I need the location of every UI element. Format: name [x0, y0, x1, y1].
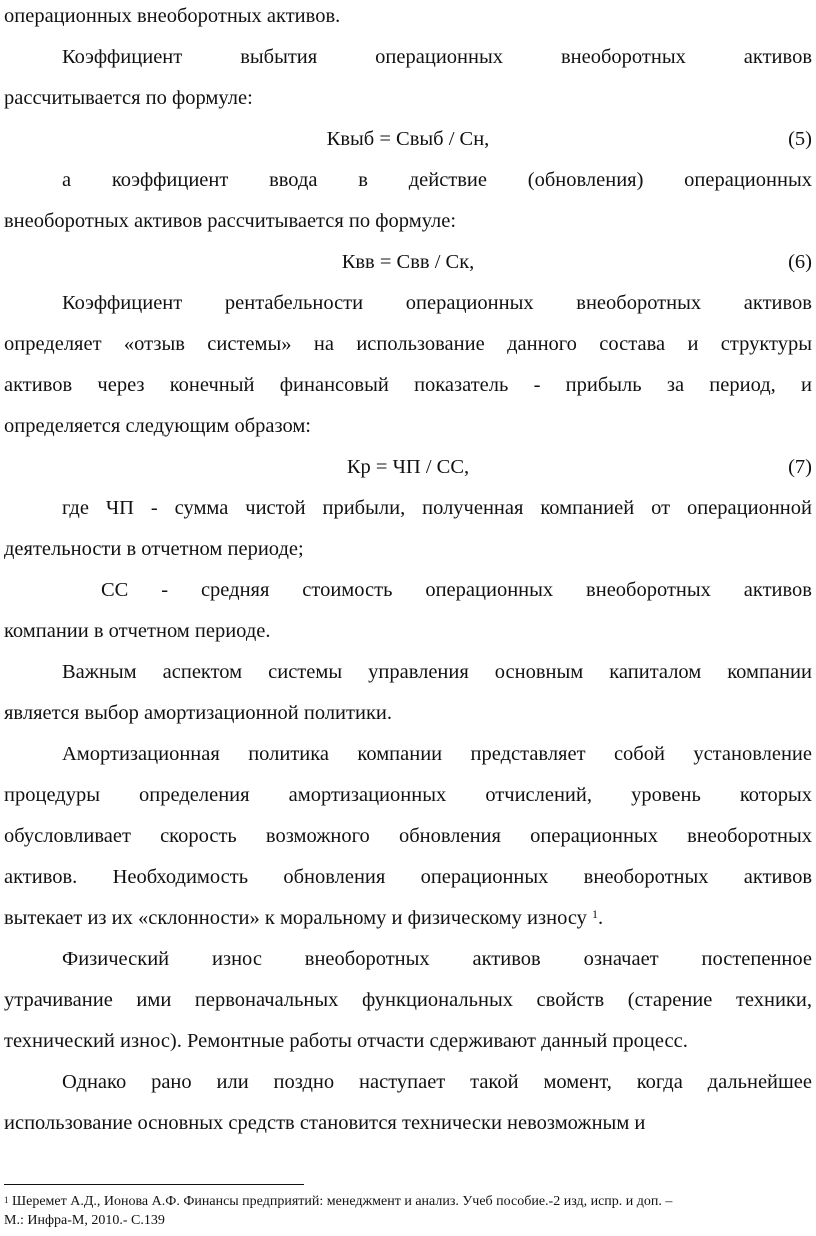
text-line: компании в отчетном периоде. — [4, 620, 271, 642]
text-line: обусловливает скорость возможного обновления операционных внеоборотных — [4, 825, 812, 847]
footnote-continuation: М.: Инфра-М, 2010.- С.139 — [4, 1213, 165, 1228]
text-line: определяет «отзыв системы» на использование данного состава и структуры — [4, 333, 812, 355]
footnote-text: Шеремет А.Д., Ионова А.Ф. Финансы предприятий: менеджмент и анализ. Учеб пособие.-2 изд, испр. и доп. – — [12, 1194, 673, 1209]
text-line: а коэффициент ввода в действие (обновления) операционных — [62, 169, 812, 191]
text-line: использование основных средств становится технически невозможным и — [4, 1112, 646, 1134]
text-line: внеоборотных активов рассчитывается по формуле: — [4, 210, 457, 232]
footnote-mark: 1 — [4, 1195, 9, 1205]
formula-expression: Квв = Свв / Ск, — [341, 251, 475, 273]
text-line: активов через конечный финансовый показатель - прибыль за период, и — [4, 374, 812, 396]
period: . — [598, 907, 604, 929]
text-line: процедуры определения амортизационных отчислений, уровень которых — [4, 784, 812, 806]
text-line: СС - средняя стоимость операционных внеоборотных активов — [101, 579, 812, 601]
text-line: Коэффициент выбытия операционных внеоборотных активов — [62, 46, 812, 68]
text-line: активов. Необходимость обновления операционных внеоборотных активов — [4, 866, 812, 888]
text-line: деятельности в отчетном периоде; — [4, 538, 304, 560]
text-line: рассчитывается по формуле: — [4, 87, 253, 109]
text-line: Амортизационная политика компании представляет собой установление — [62, 743, 812, 765]
footnote-divider — [4, 1184, 304, 1185]
footnote — [4, 1193, 812, 1211]
formula-number: (7) — [788, 456, 812, 478]
text-line: является выбор амортизационной политики. — [4, 702, 393, 724]
text-line: утрачивание ими первоначальных функциональных свойств (старение техники, — [4, 989, 812, 1011]
text-line-with-footnote-ref — [4, 905, 812, 931]
formula-expression: Квыб = Свыб / Сн, — [326, 128, 490, 150]
text-line: Физический износ внеоборотных активов означает постепенное — [62, 948, 812, 970]
text-line: технический износ). Ремонтные работы отчасти сдерживают данный процесс. — [4, 1030, 688, 1052]
text-line: Важным аспектом системы управления основным капиталом компании — [62, 661, 812, 683]
text-line: определяется следующим образом: — [4, 415, 311, 437]
formula-number: (5) — [788, 128, 812, 150]
text-segment: вытекает из их «склонности» к моральному и физическому износу — [4, 907, 587, 929]
formula-number: (6) — [788, 251, 812, 273]
text-line: Однако рано или поздно наступает такой момент, когда дальнейшее — [62, 1071, 812, 1093]
text-line: операционных внеоборотных активов. — [4, 5, 341, 27]
text-line: Коэффициент рентабельности операционных внеоборотных активов — [62, 292, 812, 314]
text-line: где ЧП - сумма чистой прибыли, полученная компанией от операционной — [62, 497, 812, 519]
footnote-reference[interactable]: 1 — [592, 907, 599, 921]
formula-expression: Кр = ЧП / СС, — [346, 456, 470, 478]
